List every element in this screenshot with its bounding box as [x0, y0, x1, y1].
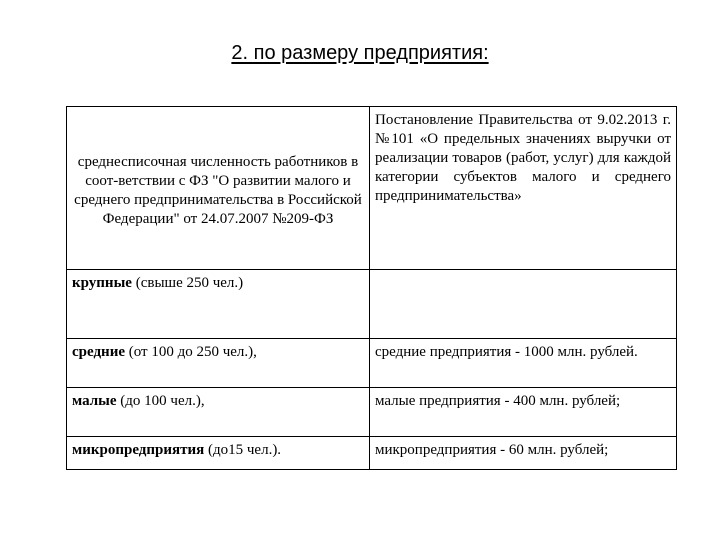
category-label-large: крупные — [72, 275, 132, 291]
table-row-micro — [67, 437, 677, 470]
cell-large-category — [67, 270, 370, 339]
cell-micro-category — [67, 437, 370, 470]
category-label-medium: средние — [72, 344, 125, 360]
table-header-row — [67, 107, 677, 270]
category-label-micro: микропредприятия — [72, 442, 205, 458]
cell-medium-category — [67, 339, 370, 388]
cell-medium-revenue: средние предприятия - 1000 млн. рублей. — [370, 339, 677, 388]
slide-title — [0, 42, 720, 65]
cell-small-category — [67, 388, 370, 437]
category-label-small: малые — [72, 393, 117, 409]
cell-large-revenue — [370, 270, 677, 339]
category-detail-micro: (до15 чел.). — [204, 442, 282, 458]
table-row-small — [67, 388, 677, 437]
header-revenue-criterion: Постановление Правительства от 9.02.2013 г. №101 «О предельных значениях выручки от реализации товаров (работ, услуг) для каждой категории субъектов малого и среднего предпринимательства» — [370, 107, 677, 270]
category-detail-small: (до 100 чел.), — [116, 393, 205, 409]
slide-title-text: 2. по размеру предприятия: — [231, 42, 489, 64]
table-row-large — [67, 270, 677, 339]
enterprise-size-table — [66, 106, 677, 470]
header-headcount-criterion: среднесписочная численность работников в соот-ветствии с ФЗ "О развитии малого и среднего предпринимательства в Российской Федерации" от 24.07.2007 №209-ФЗ — [67, 107, 370, 270]
table-row-medium — [67, 339, 677, 388]
cell-micro-revenue: микропредприятия - 60 млн. рублей; — [370, 437, 677, 470]
cell-small-revenue: малые предприятия - 400 млн. рублей; — [370, 388, 677, 437]
category-detail-medium: (от 100 до 250 чел.), — [125, 344, 257, 360]
category-detail-large: (свыше 250 чел.) — [131, 275, 244, 291]
